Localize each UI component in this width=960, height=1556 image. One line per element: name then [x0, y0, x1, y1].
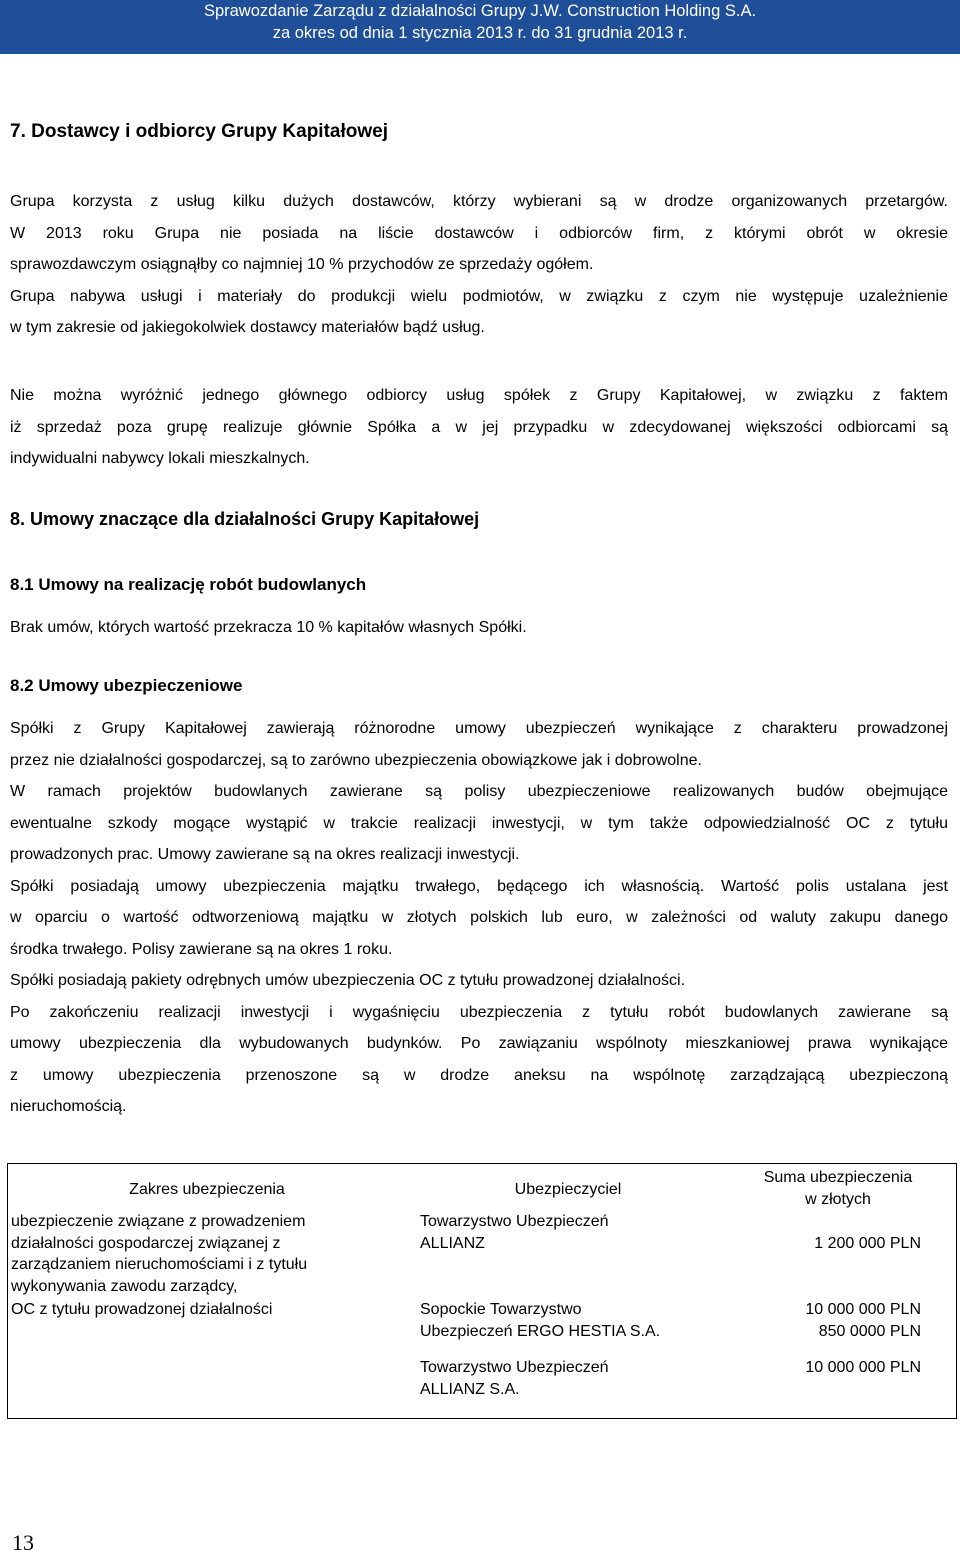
text-line: środka trwałego. Polisy zawierane są na okres 1 roku.	[10, 940, 393, 958]
text-line: Spółki z Grupy Kapitałowej zawierają różnorodne umowy ubezpieczeń wynikające z charakteru prowadzonej	[10, 720, 948, 737]
cell-line: 10 000 000 PLN	[805, 1301, 921, 1318]
table-row-2-insurer	[420, 1299, 720, 1342]
cell-line: Towarzystwo Ubezpieczeń	[420, 1213, 609, 1230]
table-row-2-scope	[11, 1299, 411, 1321]
table-row-2-sum	[728, 1299, 921, 1342]
text-line: iż sprzedaż poza grupę realizuje głównie Spółka a w jej przypadku w zdecydowanej większości odbiorcami są	[10, 418, 948, 436]
text-line: Grupa korzysta z usług kilku dużych dostawców, którzy wybierani są w drodze organizowanych przetargów.	[10, 193, 948, 210]
table-header-sum	[718, 1167, 958, 1210]
section-8-1-title: 8.1 Umowy na realizację robót budowlanych	[10, 575, 367, 594]
cell-line: wykonywania zawodu zarządcy,	[11, 1277, 238, 1295]
text-line: W 2013 roku Grupa nie posiada na liście dostawców i odbiorców firm, z którymi obrót w okresie	[10, 224, 948, 242]
table-row-3-insurer	[420, 1357, 720, 1400]
text-line: Grupa nabywa usługi i materiały do produkcji wielu podmiotów, w związku z czym nie występuje uzależnienie	[10, 287, 948, 305]
text-line: indywidualni nabywcy lokali mieszkalnych.	[10, 450, 310, 467]
cell-line: Towarzystwo Ubezpieczeń	[420, 1359, 609, 1376]
cell-line: ALLIANZ	[420, 1234, 485, 1252]
section-8-2-title: 8.2 Umowy ubezpieczeniowe	[10, 676, 243, 695]
cell-line: 850 0000 PLN	[818, 1322, 921, 1340]
table-row-1-sum	[728, 1233, 921, 1255]
text-line: umowy ubezpieczenia dla wybudowanych budynków. Po zawiązaniu wspólnoty mieszkaniowej prawa wynikające	[10, 1035, 948, 1052]
cell-line: Ubezpieczeń ERGO HESTIA S.A.	[420, 1322, 661, 1340]
table-row-3-sum	[728, 1357, 921, 1379]
table-header-sum-line-2: w złotych	[805, 1190, 871, 1208]
text-line: Spółki posiadają pakiety odrębnych umów ubezpieczenia OC z tytułu prowadzonej działalności.	[10, 972, 686, 989]
section-7-title: 7. Dostawcy i odbiorcy Grupy Kapitałowej	[10, 121, 388, 142]
table-header-scope: Zakres ubezpieczenia	[129, 1181, 285, 1198]
text-line: w oparciu o wartość odtworzeniową majątku w złotych polskich lub euro, w zależności od waluty zakupu danego	[10, 909, 948, 926]
header-line-1: Sprawozdanie Zarządu z działalności Grupy J.W. Construction Holding S.A.	[203, 2, 757, 20]
table-header-sum-line-1: Suma ubezpieczenia	[763, 1169, 913, 1186]
table-header-insurer: Ubezpieczyciel	[514, 1181, 622, 1198]
cell-line: OC z tytułu prowadzonej działalności	[11, 1301, 273, 1318]
text-line: Po zakończeniu realizacji inwestycji i wygaśnięciu ubezpieczenia z tytułu robót budowlanych zawierane są	[10, 1003, 948, 1021]
text-line: w tym zakresie od jakiegokolwiek dostawcy materiałów bądź usług.	[10, 319, 485, 336]
text-line: Nie można wyróżnić jednego głównego odbiorcy usług spółek z Grupy Kapitałowej, w związku z faktem	[10, 387, 948, 404]
text-line: prowadzonych prac. Umowy zawierane są na okres realizacji inwestycji.	[10, 846, 520, 863]
section-7-paragraph-2	[10, 380, 948, 475]
cell-line: Sopockie Towarzystwo	[420, 1301, 582, 1318]
cell-line: ALLIANZ S.A.	[420, 1380, 520, 1398]
header-line-2: za okres od dnia 1 stycznia 2013 r. do 31 grudnia 2013 r.	[272, 24, 688, 42]
page-header	[0, 0, 960, 54]
page-number: 13	[12, 1530, 34, 1555]
section-7-paragraph-1	[10, 186, 948, 344]
table-row-1-scope	[11, 1211, 411, 1297]
cell-line: ubezpieczenie związane z prowadzeniem	[11, 1213, 306, 1230]
text-line: ewentualne szkody mogące wystąpić w trakcie realizacji inwestycji, w tym także odpowiedzialność OC z tytułu	[10, 814, 948, 832]
insurance-table	[7, 1163, 957, 1419]
text-line: Brak umów, których wartość przekracza 10 % kapitałów własnych Spółki.	[10, 619, 527, 636]
cell-line: 10 000 000 PLN	[805, 1359, 921, 1376]
section-8-2-text	[10, 713, 948, 1123]
cell-line: 1 200 000 PLN	[814, 1235, 921, 1252]
text-line: Spółki posiadają umowy ubezpieczenia majątku trwałego, będącego ich własnością. Wartość polis ustalana jest	[10, 877, 948, 895]
cell-line: zarządzaniem nieruchomościami i z tytułu	[11, 1256, 308, 1273]
text-line: W ramach projektów budowlanych zawierane są polisy ubezpieczeniowe realizowanych budów obejmujące	[10, 783, 948, 800]
section-8-1-text	[10, 612, 948, 644]
text-line: z umowy ubezpieczenia przenoszone są w drodze aneksu na wspólnotę zarządzającą ubezpieczoną	[10, 1066, 948, 1084]
text-line: nieruchomością.	[10, 1098, 127, 1115]
text-line: przez nie działalności gospodarczej, są to zarówno ubezpieczenia obowiązkowe jak i dobrowolne.	[10, 751, 702, 769]
section-8-title: 8. Umowy znaczące dla działalności Grupy Kapitałowej	[10, 509, 480, 529]
text-line: sprawozdawczym osiągnąłby co najmniej 10 % przychodów ze sprzedaży ogółem.	[10, 256, 594, 273]
table-row-1-insurer	[420, 1211, 720, 1254]
cell-line: działalności gospodarczej związanej z	[11, 1234, 281, 1252]
